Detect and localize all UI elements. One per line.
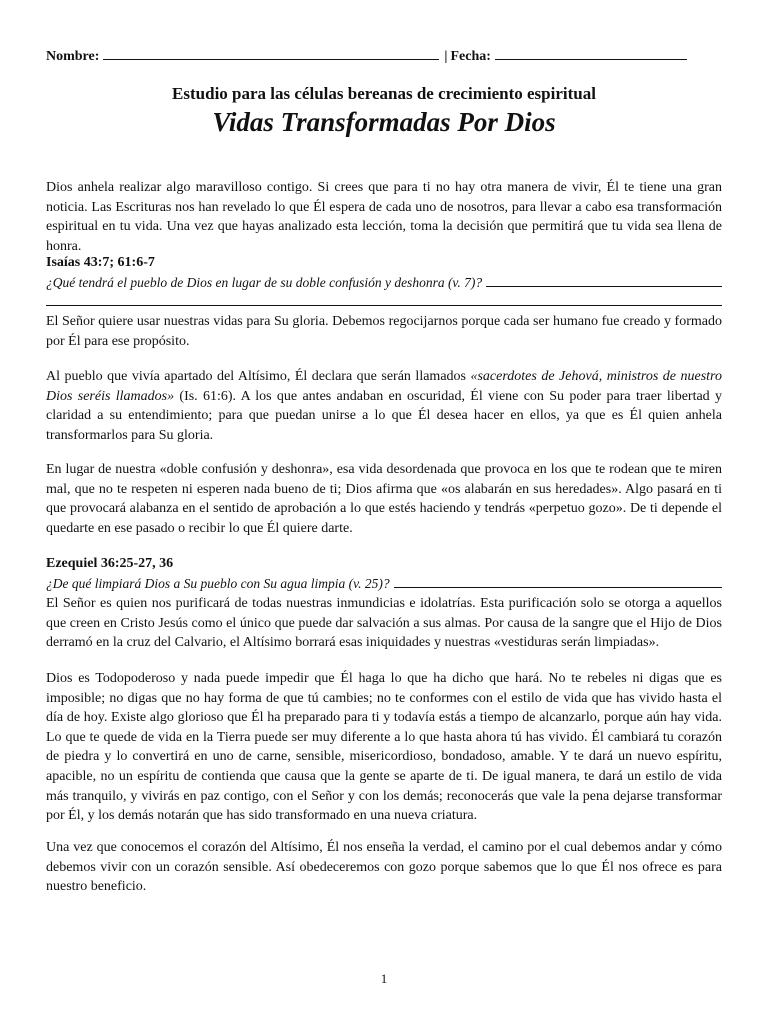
intro-paragraph: Dios anhela realizar algo maravilloso contigo. Si crees que para ti no hay otra manera de vivir, Él te tiene una gran noticia. Las Escrituras nos han revelado lo que Él espera de cada uno de nosotros, para llevar a cabo esa transformación espiritual en tu vida. Una vez que hayas analizado esta lección, toma la decisión que permitirá que tu vida sea llena de honra. bbox=[46, 180, 722, 254]
section1-p2-before: Al pueblo que vivía apartado del Altísimo, Él declara que serán llamados bbox=[46, 369, 471, 384]
section2-question-text: ¿De qué limpiará Dios a Su pueblo con Su agua limpia (v. 25)? bbox=[46, 576, 390, 591]
header-separator: | bbox=[444, 49, 448, 64]
name-label: Nombre: bbox=[46, 49, 100, 64]
lesson-title: Vidas Transformadas Por Dios bbox=[212, 107, 556, 137]
name-field[interactable] bbox=[103, 45, 439, 60]
header-fields bbox=[46, 45, 722, 65]
section1-p2-quote: «sacerdotes de Jehová, ministros de nuestro Dios seréis llamados» bbox=[46, 369, 722, 404]
section1-paragraph-1: El Señor quiere usar nuestras vidas para Su gloria. Debemos regocijarnos porque cada ser humano fue creado y formado por Él para ese propósito. bbox=[46, 314, 722, 349]
section2-question bbox=[46, 575, 722, 592]
page-number: 1 bbox=[380, 971, 388, 986]
section1-heading: Isaías 43:7; 61:6-7 bbox=[46, 255, 155, 270]
section2-paragraph-2: Dios es Todopoderoso y nada puede impedir que Él haga lo que ha dicho que hará. No te rebeles ni digas que es imposible; no digas que no hay forma de que tú cambies; no te conformes con el estilo de vida que has vivido hasta el día de hoy. Existe algo glorioso que Él ha preparado para ti y todavía estás a tiempo de alcanzarlo, porque aún hay vida. Lo que te quede de vida en la Tierra puede ser muy diferente a lo que hasta ahora tú has vivido. Él cambiará tu corazón de piedra y lo convertirá en uno de carne, sensible, misericordioso, bondadoso, amable. Y te dará un nuevo espíritu, apacible, no un espíritu de contienda que causa que la gente se aparte de ti. De igual manera, te dará un estilo de vida más tranquilo, y vivirás en paz contigo, con el Señor y con los demás; reconocerás que vale la pena dejarse transformar por Él, y los demás notarán que has sido transformado en una nueva criatura. bbox=[46, 671, 722, 824]
section1-answer-line[interactable] bbox=[486, 274, 722, 287]
section2-answer-line[interactable] bbox=[394, 575, 722, 588]
section1-answer-line-2[interactable] bbox=[46, 305, 722, 306]
document-page bbox=[46, 0, 722, 1024]
section2-paragraph-3: Una vez que conocemos el corazón del Altísimo, Él nos enseña la verdad, el camino por el cual debemos andar y cómo debemos vivir con un corazón sensible. Así obedeceremos con gozo porque sabemos que lo que Él nos ofrece es para nuestro beneficio. bbox=[46, 840, 722, 895]
date-field[interactable] bbox=[495, 45, 687, 60]
section1-paragraph-3: En lugar de nuestra «doble confusión y deshonra», esa vida desordenada que provoca en los que te rodean que te miren mal, que no te respeten ni esperen nada bueno de ti; Dios afirma que «os alabarán en sus heredades». Algo pasará en ti que provocará alabanza en el sentido de aprobación a lo que estés haciendo y tendrás «perpetuo gozo». De ti depende el quedarte en ese pasado o recibir lo que Él quiere darte. bbox=[46, 462, 722, 536]
section1-p2-after: (Is. 61:6). A los que antes andaban en oscuridad, Él viene con Su poder para traer libertad y claridad a su entendimiento; para que puedan unirse a lo que Él desea hacer en ellos, ya que es Él quien anhela transformarlos para Su gloria. bbox=[46, 388, 722, 443]
section2-heading: Ezequiel 36:25-27, 36 bbox=[46, 556, 174, 571]
section1-paragraph-2 bbox=[46, 367, 722, 445]
section1-question-text: ¿Qué tendrá el pueblo de Dios en lugar de su doble confusión y deshonra (v. 7)? bbox=[46, 275, 483, 290]
section2-paragraph-1: El Señor es quien nos purificará de todas nuestras inmundicias e idolatrías. Esta purificación solo se otorga a aquellos que creen en Cristo Jesús como el único que puede dar salvación a sus almas. Por causa de la sangre que el Hijo de Dios derramó en la cruz del Calvario, el Altísimo borrará esas iniquidades y nuestras «vestiduras serán limpiadas». bbox=[46, 596, 722, 651]
section1-question bbox=[46, 274, 722, 291]
date-label: Fecha: bbox=[450, 49, 491, 64]
study-subtitle: Estudio para las células bereanas de crecimiento espiritual bbox=[172, 84, 596, 103]
